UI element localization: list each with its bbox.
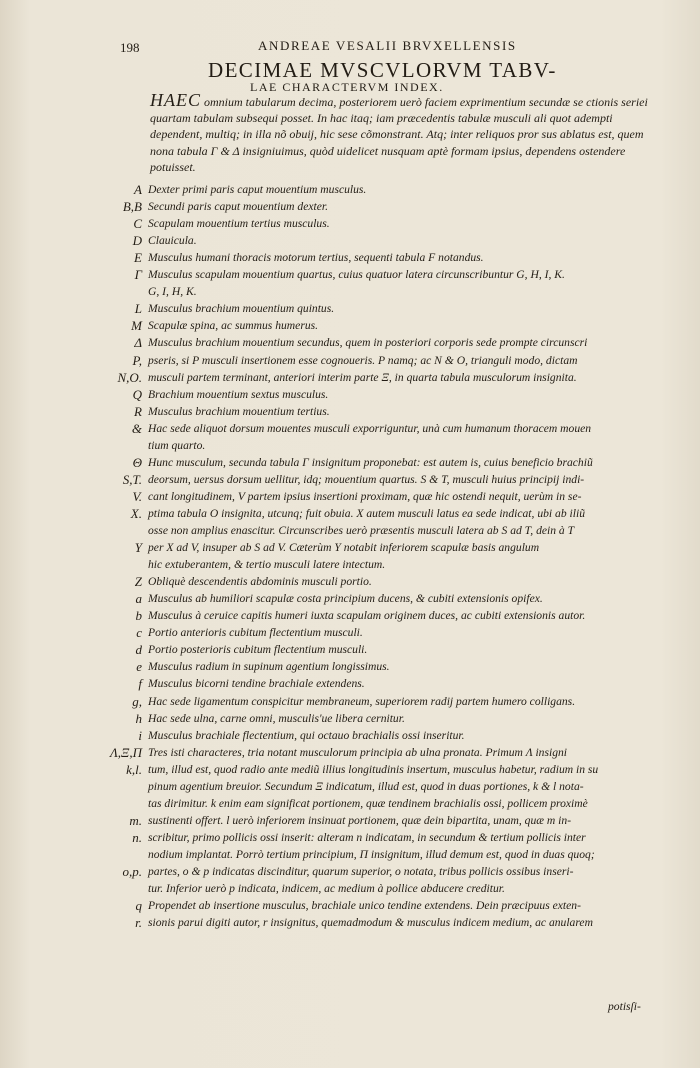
index-entry <box>0 728 700 745</box>
page-subtitle: LAE CHARACTERVM INDEX. <box>250 80 444 94</box>
entry-label: b <box>135 608 142 624</box>
index-entry <box>0 182 700 199</box>
entry-text-line: nodium implantat. Porrò tertium principium, Π insignitum, illud demum est, quod in duas quoq; <box>148 847 595 861</box>
index-entry <box>0 506 700 540</box>
index-entry <box>0 267 700 301</box>
entry-text-line: deorsum, uersus dorsum uellitur, idq; mouentium quartus. S & T, musculi huius principij indi- <box>148 472 585 486</box>
entry-text-line: osse non amplius enascitur. Circunscribes uerò præsentis musculi latera ab S ad T, dein à T <box>148 523 575 537</box>
index-entry <box>0 216 700 233</box>
entry-label: m. <box>129 812 142 828</box>
index-entry <box>0 421 700 455</box>
entry-text-line: Dexter primi paris caput mouentium musculus. <box>148 183 367 196</box>
entry-text-line: Secundi paris caput mouentium dexter. <box>148 200 328 214</box>
index-entry <box>0 233 700 250</box>
entry-label: Δ <box>134 335 142 351</box>
index-entry <box>0 864 700 898</box>
index-entry <box>0 694 700 711</box>
intro-text: omnium tabularum decima, posteriorem uerò faciem exprimentium secundæ se ctionis seriei quartam tabulam subsequi posset. In hac itaq; iam præcedentis tabulæ musculi ali quot adempti dependent, multiq; in illa nõ obuij, hic sese cõmonstrant. Atq; inter reliquos pror sus ablatus est, quem nona tabula Γ & Δ insigniuimus, quòd uidelicet nusquam aptè formam ipsius, dependens ostendere potuisset. <box>150 95 648 174</box>
entry-text-line: partes, o & p indicatas discinditur, quarum superior, o notata, tribus pollicis ossibus inseri- <box>148 865 574 878</box>
entry-label: Z <box>134 574 142 590</box>
entry-text-line: G, I, H, K. <box>148 285 197 299</box>
catchword: potisſi- <box>608 1000 641 1013</box>
index-entry <box>0 404 700 421</box>
index-entry <box>0 489 700 506</box>
entry-text-line: ptima tabula O insignita, utcunq; fuit obuia. X autem musculi latus ea sede indicat, ubi ab iliũ <box>148 506 585 520</box>
entry-label: M <box>131 318 142 334</box>
entry-text-line: Brachium mouentium sextus musculus. <box>148 387 329 401</box>
index-entry <box>0 898 700 915</box>
index-entry <box>0 250 700 267</box>
index-entry <box>0 711 700 728</box>
index-entry <box>0 762 700 813</box>
entry-text-line: Musculus brachium mouentium secundus, quem in posteriori corporis sede prompte circunscri <box>148 336 588 350</box>
entry-label: n. <box>132 829 142 845</box>
entry-text-line: Musculus brachium mouentium tertius. <box>148 404 330 418</box>
entry-label: a <box>135 591 142 607</box>
index-entry <box>0 813 700 830</box>
entry-text-line: Musculus brachiale flectentium, qui octauo brachialis ossi inseritur. <box>148 728 465 742</box>
index-entry <box>0 540 700 574</box>
entry-text-line: Musculus brachium mouentium quintus. <box>148 302 335 316</box>
entry-label: g, <box>132 693 142 709</box>
intro-paragraph <box>150 92 652 175</box>
entry-text-line: Propendet ab insertione musculus, brachiale unico tendine extendens. Dein præcipuus exten- <box>148 899 581 913</box>
entry-text-line: sustinenti offert. l uerò inferiorem insinuat portionem, quæ dein bipartita, unam, quæ m in- <box>148 813 572 827</box>
entry-label: e <box>136 659 142 675</box>
entry-text-line: tur. Inferior uerò p indicata, indicem, ac medium à pollice abducere creditur. <box>148 882 505 896</box>
index-entry <box>0 659 700 676</box>
entry-text-line: Clauicula. <box>148 234 197 248</box>
entry-text-line: hic extuberantem, & tertio musculi latere intectum. <box>148 558 386 572</box>
entry-text-line: Musculus radium in supinum agentium longissimus. <box>148 660 390 674</box>
entry-label: i <box>138 727 142 743</box>
entry-label: S,T. <box>122 471 142 487</box>
entry-label: R <box>134 403 142 419</box>
entry-label: Y <box>134 540 142 556</box>
entry-label: Λ,Ξ,Π <box>109 744 142 760</box>
entry-text-line: Hunc musculum, secunda tabula Γ insignitum proponebat: est autem is, cuius beneficio brachiũ <box>148 455 593 469</box>
running-head: ANDREAE VESALII BRVXELLENSIS <box>258 38 517 53</box>
index-entry <box>0 353 700 370</box>
index-entry <box>0 199 700 216</box>
entry-text-line: Hac sede aliquot dorsum mouentes musculi exporriguntur, unà cum humanum thoracem mouen <box>148 421 592 435</box>
entry-label: r. <box>135 915 142 931</box>
entry-text-line: Hac sede ulna, carne omni, musculis'ue libera cernitur. <box>148 711 405 725</box>
entry-label: Θ <box>132 454 142 470</box>
index-entry <box>0 591 700 608</box>
index-entry <box>0 830 700 864</box>
entry-text-line: sionis parui digiti autor, r insignitus, quemadmodum & musculus indicem medium, ac anularem <box>148 916 593 930</box>
index-entry <box>0 335 700 352</box>
entry-label: A <box>134 182 142 197</box>
page-number: 198 <box>120 40 140 55</box>
entry-label: Q <box>132 386 142 402</box>
index-entry <box>0 745 700 762</box>
entry-label: X. <box>130 505 142 521</box>
entry-text-line: cant longitudinem, V partem ipsius insertioni proximam, quæ hic ostendi nequit, uerùm in se- <box>148 489 582 503</box>
index-entry <box>0 676 700 693</box>
index-entry <box>0 370 700 387</box>
entry-label: d <box>135 642 142 658</box>
entry-label: D <box>132 233 142 249</box>
index-entry <box>0 301 700 318</box>
index-entry <box>0 915 700 932</box>
entry-text-line: Obliquè descendentis abdominis musculi portio. <box>148 575 372 589</box>
entry-text-line: scribitur, primo pollicis ossi inserit: alteram n indicatam, in secundum & tertium pollicis inter <box>148 830 586 844</box>
index-entry <box>0 455 700 472</box>
index-entry <box>0 318 700 335</box>
entry-text-line: Hac sede ligamentum conspicitur membraneum, superiorem radij partem humero colligans. <box>148 694 576 708</box>
entry-label: & <box>131 420 142 436</box>
entry-text-line: Tres isti characteres, tria notant musculorum principia ab ulna pronata. Primum Λ insigni <box>148 745 568 759</box>
entry-text-line: Musculus bicorni tendine brachiale extendens. <box>148 677 365 691</box>
entry-text-line: Musculus humani thoracis motorum tertius, sequenti tabula F notandus. <box>148 251 484 265</box>
entry-label: o,p. <box>122 864 142 879</box>
entry-text-line: pinum agentium breuior. Secundum Ξ indicatum, illud est, quod in duas portiones, k & l nota- <box>148 779 584 793</box>
entry-label: c <box>136 625 142 641</box>
page-title: DECIMAE MVSCVLORVM TABV- <box>208 58 557 82</box>
entry-text-line: Musculus à ceruice capitis humeri iuxta scapulam originem duces, ac cubiti extensionis autor. <box>148 609 586 623</box>
entry-label: B,B <box>122 199 142 215</box>
entry-text-line: Scapulam mouentium tertius musculus. <box>148 217 330 231</box>
entry-label: V. <box>132 488 142 504</box>
index-entry <box>0 608 700 625</box>
index-entry <box>0 574 700 591</box>
index-entry <box>0 642 700 659</box>
entry-text-line: Musculus ab humiliori scapulæ costa principium ducens, & cubiti extensionis opifex. <box>148 592 543 606</box>
entry-label: L <box>134 301 142 317</box>
entry-text-line: pseris, si P musculi insertionem esse cognoueris. P namq; ac N & O, trianguli modo, dictam <box>148 353 578 367</box>
entry-label: Γ <box>134 267 142 283</box>
entry-text-line: tium quarto. <box>148 438 206 452</box>
entry-text-line: tum, illud est, quod radio ante mediũ illius longitudinis insertum, musculus habetur, radium in su <box>148 762 599 776</box>
entry-label: C <box>133 216 142 232</box>
entry-text-line: Portio posterioris cubitum flectentium musculi. <box>148 643 368 657</box>
entry-text-line: musculi partem terminant, anteriori interim parte Ξ, in quarta tabula musculorum insignita. <box>148 370 577 384</box>
entry-text-line: Scapulæ spina, ac summus humerus. <box>148 319 319 333</box>
index-entry <box>0 472 700 489</box>
index-entry <box>0 625 700 642</box>
index-entry <box>0 387 700 404</box>
entry-label: k,l. <box>126 761 142 777</box>
intro-initial: HAEC <box>150 90 201 110</box>
entry-label: E <box>134 250 142 266</box>
entry-label: f <box>138 676 142 692</box>
entry-label: h <box>135 710 142 726</box>
entry-label: P, <box>132 352 142 368</box>
entry-text-line: tas dirimitur. k enim eam significat portionem, quæ tendinem brachialis ossi, pollicem proximè <box>148 796 588 810</box>
entry-text-line: Portio anterioris cubitum flectentium musculi. <box>148 626 363 640</box>
entry-text-line: Musculus scapulam mouentium quartus, cuius quatuor latera circunscribuntur G, H, I, K. <box>148 268 565 282</box>
entry-label: N,O. <box>117 369 142 385</box>
entry-text-line: per X ad V, insuper ab S ad V. Cæterùm Y notabit inferiorem scapulæ basis angulum <box>148 541 540 555</box>
entry-label: q <box>135 898 142 914</box>
